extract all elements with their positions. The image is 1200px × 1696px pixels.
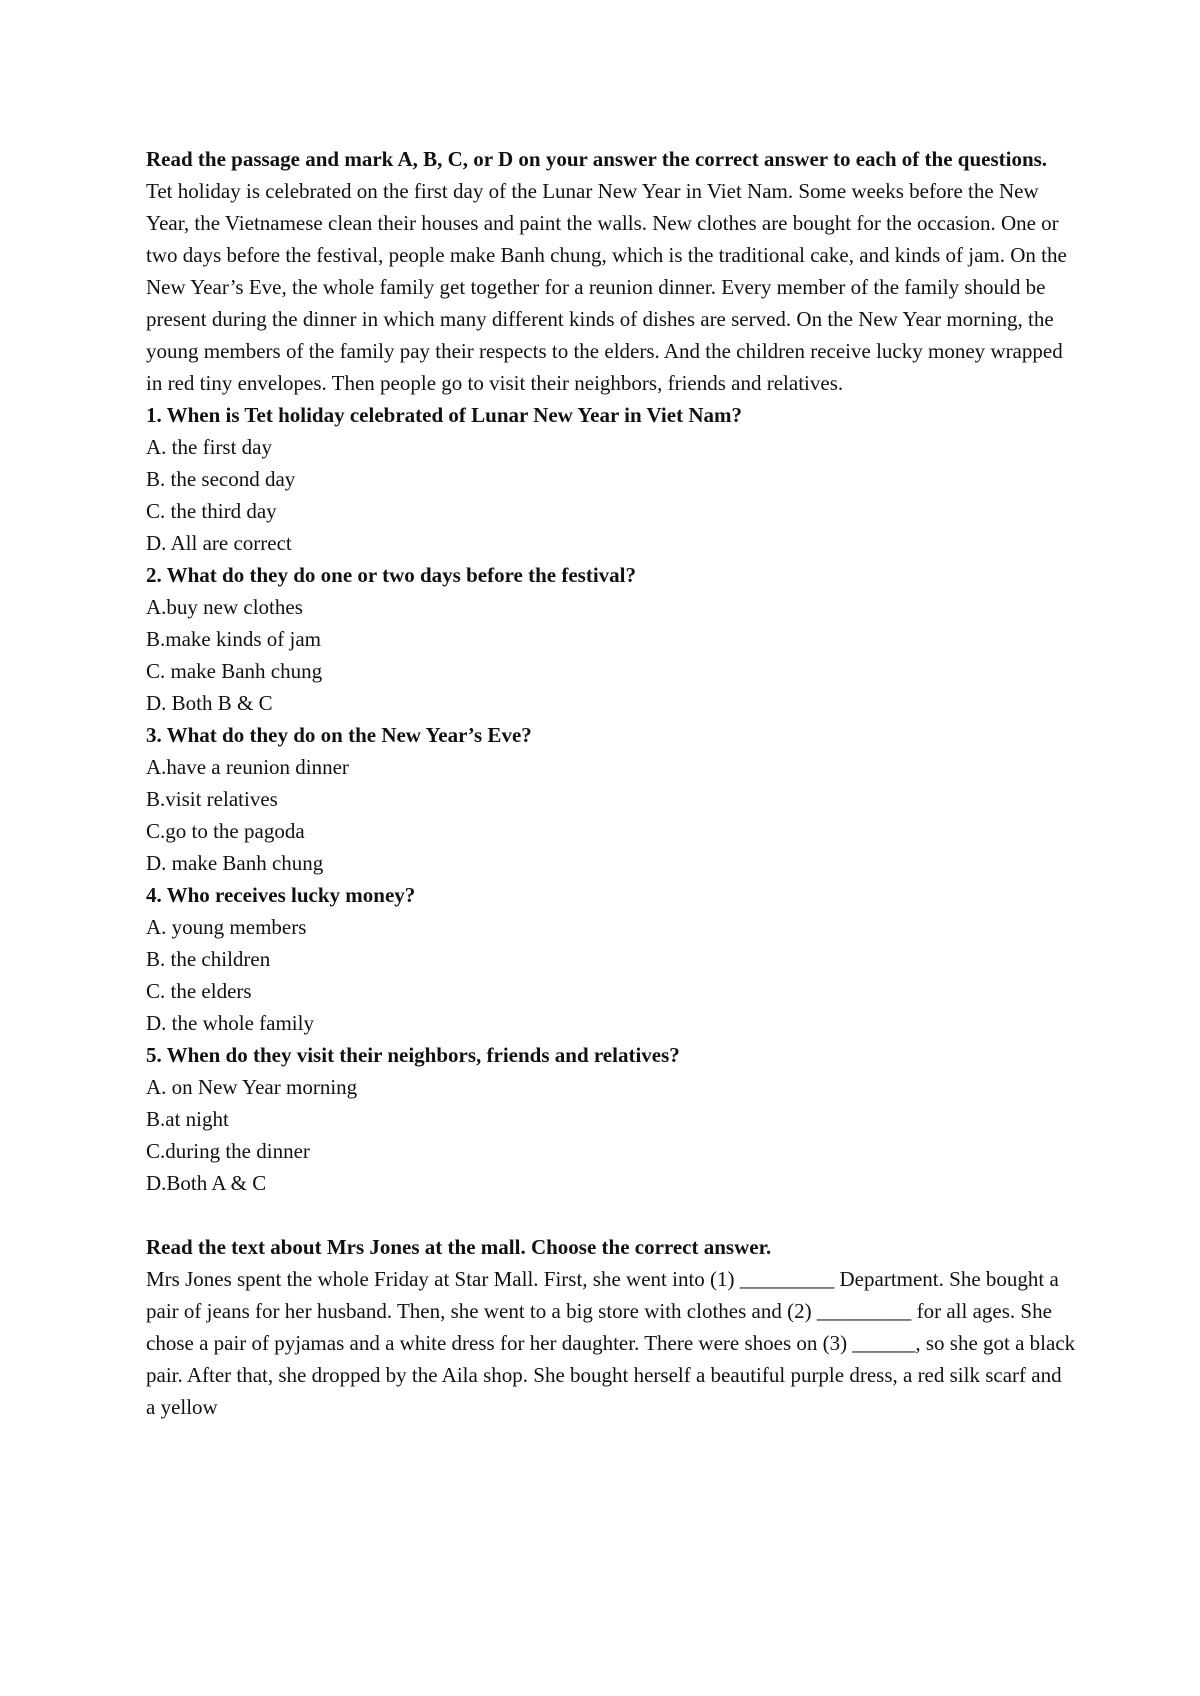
document-page [146, 143, 1076, 1423]
option-4a: A. young members [146, 915, 307, 939]
question-4: 4. Who receives lucky money? [146, 883, 416, 907]
option-3b: B.visit relatives [146, 787, 278, 811]
question-2: 2. What do they do one or two days before the festival? [146, 563, 636, 587]
question-3: 3. What do they do on the New Year’s Eve? [146, 723, 532, 747]
option-1c: C. the third day [146, 499, 277, 523]
section1-instruction: Read the passage and mark A, B, C, or D on your answer the correct answer to each of the questions. [146, 147, 1048, 171]
question-block-5 [146, 1039, 1076, 1199]
option-4c: C. the elders [146, 979, 252, 1003]
question-block-4 [146, 879, 1076, 1039]
option-5d: D.Both A & C [146, 1171, 267, 1195]
option-4b: B. the children [146, 947, 271, 971]
section1-passage: Tet holiday is celebrated on the first day of the Lunar New Year in Viet Nam. Some weeks before the New Year, the Vietnamese clean their houses and paint the walls. New clothes are bought for the occasion. One or two days before the festival, people make Banh chung, which is the traditional cake, and kinds of jam. On the New Year’s Eve, the whole family get together for a reunion dinner. Every member of the family should be present during the dinner in which many different kinds of dishes are served. On the New Year morning, the young members of the family pay their respects to the elders. And the children receive lucky money wrapped in red tiny envelopes. Then people go to visit their neighbors, friends and relatives. [146, 179, 1067, 395]
option-2a: A.buy new clothes [146, 595, 303, 619]
question-5: 5. When do they visit their neighbors, friends and relatives? [146, 1043, 680, 1067]
question-1: 1. When is Tet holiday celebrated of Lunar New Year in Viet Nam? [146, 403, 742, 427]
option-3c: C.go to the pagoda [146, 819, 305, 843]
option-1b: B. the second day [146, 467, 296, 491]
question-block-3 [146, 719, 1076, 879]
option-5c: C.during the dinner [146, 1139, 310, 1163]
option-2d: D. Both B & C [146, 691, 273, 715]
option-2b: B.make kinds of jam [146, 627, 321, 651]
section-spacer [146, 1199, 1076, 1231]
question-block-1 [146, 399, 1076, 559]
option-2c: C. make Banh chung [146, 659, 323, 683]
option-4d: D. the whole family [146, 1011, 314, 1035]
option-5b: B.at night [146, 1107, 229, 1131]
option-3a: A.have a reunion dinner [146, 755, 349, 779]
option-1d: D. All are correct [146, 531, 292, 555]
option-3d: D. make Banh chung [146, 851, 324, 875]
question-block-2 [146, 559, 1076, 719]
section2-passage: Mrs Jones spent the whole Friday at Star Mall. First, she went into (1) _________ Department. She bought a pair of jeans for her husband. Then, she went to a big store with clothes and (2) _________ for all ages. She chose a pair of pyjamas and a white dress for her daughter. There were shoes on (3) ______, so she got a black pair. After that, she dropped by the Aila shop. She bought herself a beautiful purple dress, a red silk scarf and a yellow [146, 1267, 1076, 1419]
option-5a: A. on New Year morning [146, 1075, 358, 1099]
section2-instruction: Read the text about Mrs Jones at the mall. Choose the correct answer. [146, 1235, 772, 1259]
option-1a: A. the first day [146, 435, 272, 459]
